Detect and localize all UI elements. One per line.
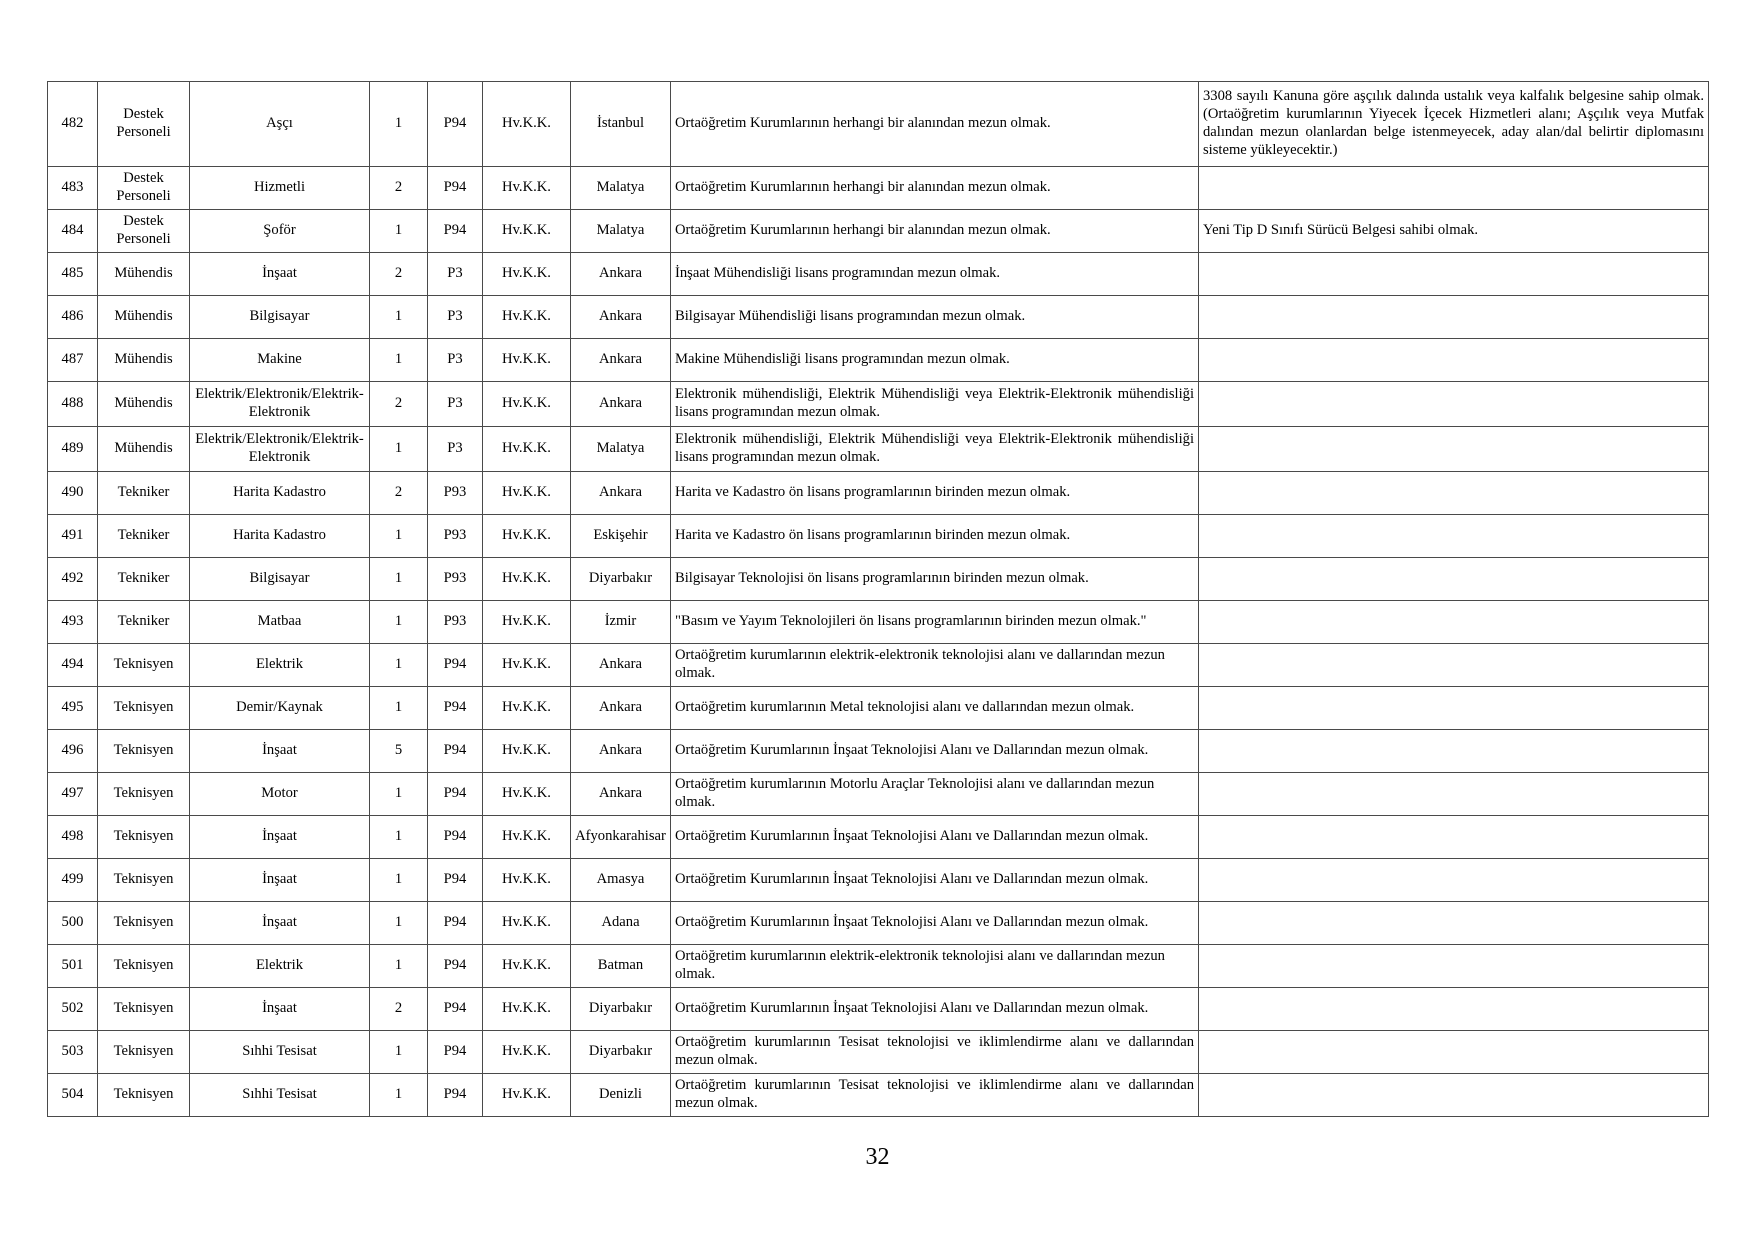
table-row bbox=[48, 687, 1709, 730]
cell-ozel-sart bbox=[1199, 167, 1709, 210]
cell-unvan: Teknisyen bbox=[98, 988, 190, 1031]
cell-sira-no: 502 bbox=[48, 988, 98, 1031]
table-row bbox=[48, 210, 1709, 253]
cell-unvan: Mühendis bbox=[98, 427, 190, 472]
cell-il: Malatya bbox=[571, 167, 671, 210]
cell-il: Ankara bbox=[571, 296, 671, 339]
cell-kpss-puan-turu: P93 bbox=[428, 515, 483, 558]
table-row bbox=[48, 1031, 1709, 1074]
cell-sira-no: 488 bbox=[48, 382, 98, 427]
cell-adet: 1 bbox=[370, 427, 428, 472]
cell-brans: Şoför bbox=[190, 210, 370, 253]
cell-unvan: Tekniker bbox=[98, 558, 190, 601]
table-row bbox=[48, 1074, 1709, 1117]
table-row bbox=[48, 859, 1709, 902]
cell-brans: Sıhhi Tesisat bbox=[190, 1031, 370, 1074]
table-row bbox=[48, 558, 1709, 601]
cell-adet: 2 bbox=[370, 988, 428, 1031]
cell-sira-no: 501 bbox=[48, 945, 98, 988]
table-row bbox=[48, 988, 1709, 1031]
cell-il: Batman bbox=[571, 945, 671, 988]
cell-adet: 2 bbox=[370, 253, 428, 296]
cell-ozel-sart bbox=[1199, 816, 1709, 859]
cell-kuvvet: Hv.K.K. bbox=[483, 253, 571, 296]
cell-aciklama: Ortaöğretim Kurumlarının herhangi bir alanından mezun olmak. bbox=[671, 210, 1199, 253]
cell-kpss-puan-turu: P94 bbox=[428, 859, 483, 902]
cell-aciklama: Ortaöğretim Kurumlarının herhangi bir alanından mezun olmak. bbox=[671, 82, 1199, 167]
cell-il: Ankara bbox=[571, 382, 671, 427]
table-row bbox=[48, 339, 1709, 382]
cell-aciklama: Ortaöğretim Kurumlarının herhangi bir alanından mezun olmak. bbox=[671, 167, 1199, 210]
cell-aciklama: Elektronik mühendisliği, Elektrik Mühendisliği veya Elektrik-Elektronik mühendisliği lisans programından mezun olmak. bbox=[671, 382, 1199, 427]
cell-brans: Motor bbox=[190, 773, 370, 816]
cell-ozel-sart bbox=[1199, 687, 1709, 730]
cell-sira-no: 491 bbox=[48, 515, 98, 558]
cell-kuvvet: Hv.K.K. bbox=[483, 644, 571, 687]
page-number: 32 bbox=[865, 1144, 890, 1170]
cell-aciklama: Ortaöğretim Kurumlarının İnşaat Teknolojisi Alanı ve Dallarından mezun olmak. bbox=[671, 902, 1199, 945]
table-row bbox=[48, 730, 1709, 773]
cell-il: Ankara bbox=[571, 253, 671, 296]
cell-ozel-sart bbox=[1199, 472, 1709, 515]
cell-ozel-sart bbox=[1199, 773, 1709, 816]
table-row bbox=[48, 82, 1709, 167]
cell-brans: Aşçı bbox=[190, 82, 370, 167]
cell-kuvvet: Hv.K.K. bbox=[483, 296, 571, 339]
cell-kuvvet: Hv.K.K. bbox=[483, 1074, 571, 1117]
cell-kpss-puan-turu: P3 bbox=[428, 253, 483, 296]
cell-unvan: Tekniker bbox=[98, 601, 190, 644]
cell-il: Denizli bbox=[571, 1074, 671, 1117]
table-row bbox=[48, 167, 1709, 210]
kadro-table bbox=[47, 81, 1709, 1117]
cell-unvan: Teknisyen bbox=[98, 687, 190, 730]
cell-brans: Harita Kadastro bbox=[190, 515, 370, 558]
cell-brans: Sıhhi Tesisat bbox=[190, 1074, 370, 1117]
cell-ozel-sart bbox=[1199, 253, 1709, 296]
cell-kuvvet: Hv.K.K. bbox=[483, 730, 571, 773]
cell-kpss-puan-turu: P3 bbox=[428, 427, 483, 472]
cell-kuvvet: Hv.K.K. bbox=[483, 427, 571, 472]
cell-aciklama: Ortaöğretim Kurumlarının İnşaat Teknolojisi Alanı ve Dallarından mezun olmak. bbox=[671, 730, 1199, 773]
cell-il: Ankara bbox=[571, 339, 671, 382]
cell-il: Ankara bbox=[571, 644, 671, 687]
cell-sira-no: 486 bbox=[48, 296, 98, 339]
cell-brans: Elektrik/Elektronik/Elektrik-Elektronik bbox=[190, 427, 370, 472]
cell-ozel-sart bbox=[1199, 1074, 1709, 1117]
cell-unvan: Destek Personeli bbox=[98, 82, 190, 167]
cell-ozel-sart bbox=[1199, 945, 1709, 988]
cell-brans: Elektrik bbox=[190, 644, 370, 687]
cell-adet: 1 bbox=[370, 82, 428, 167]
cell-brans: Hizmetli bbox=[190, 167, 370, 210]
table-row bbox=[48, 816, 1709, 859]
cell-sira-no: 503 bbox=[48, 1031, 98, 1074]
cell-kpss-puan-turu: P3 bbox=[428, 382, 483, 427]
cell-unvan: Teknisyen bbox=[98, 1031, 190, 1074]
cell-aciklama: Ortaöğretim Kurumlarının İnşaat Teknolojisi Alanı ve Dallarından mezun olmak. bbox=[671, 988, 1199, 1031]
cell-adet: 2 bbox=[370, 167, 428, 210]
cell-sira-no: 483 bbox=[48, 167, 98, 210]
cell-unvan: Destek Personeli bbox=[98, 167, 190, 210]
cell-il: Malatya bbox=[571, 427, 671, 472]
cell-adet: 1 bbox=[370, 816, 428, 859]
cell-kuvvet: Hv.K.K. bbox=[483, 339, 571, 382]
cell-kuvvet: Hv.K.K. bbox=[483, 167, 571, 210]
cell-ozel-sart bbox=[1199, 988, 1709, 1031]
cell-il: Ankara bbox=[571, 773, 671, 816]
cell-adet: 1 bbox=[370, 644, 428, 687]
table-row bbox=[48, 601, 1709, 644]
cell-adet: 1 bbox=[370, 339, 428, 382]
cell-brans: Makine bbox=[190, 339, 370, 382]
cell-sira-no: 490 bbox=[48, 472, 98, 515]
cell-kpss-puan-turu: P94 bbox=[428, 210, 483, 253]
cell-unvan: Destek Personeli bbox=[98, 210, 190, 253]
cell-ozel-sart bbox=[1199, 427, 1709, 472]
cell-ozel-sart bbox=[1199, 515, 1709, 558]
cell-ozel-sart bbox=[1199, 296, 1709, 339]
cell-sira-no: 489 bbox=[48, 427, 98, 472]
cell-sira-no: 499 bbox=[48, 859, 98, 902]
cell-il: İzmir bbox=[571, 601, 671, 644]
cell-sira-no: 485 bbox=[48, 253, 98, 296]
cell-brans: Elektrik bbox=[190, 945, 370, 988]
cell-unvan: Tekniker bbox=[98, 515, 190, 558]
cell-kpss-puan-turu: P94 bbox=[428, 773, 483, 816]
cell-kuvvet: Hv.K.K. bbox=[483, 210, 571, 253]
table-row bbox=[48, 644, 1709, 687]
table-row bbox=[48, 382, 1709, 427]
cell-kpss-puan-turu: P94 bbox=[428, 730, 483, 773]
cell-kpss-puan-turu: P94 bbox=[428, 644, 483, 687]
cell-brans: İnşaat bbox=[190, 859, 370, 902]
cell-kpss-puan-turu: P94 bbox=[428, 816, 483, 859]
cell-kuvvet: Hv.K.K. bbox=[483, 816, 571, 859]
cell-il: Eskişehir bbox=[571, 515, 671, 558]
cell-ozel-sart bbox=[1199, 601, 1709, 644]
cell-aciklama: Ortaöğretim kurumlarının Metal teknolojisi alanı ve dallarından mezun olmak. bbox=[671, 687, 1199, 730]
cell-kpss-puan-turu: P3 bbox=[428, 296, 483, 339]
cell-unvan: Mühendis bbox=[98, 253, 190, 296]
cell-kpss-puan-turu: P93 bbox=[428, 558, 483, 601]
cell-kuvvet: Hv.K.K. bbox=[483, 382, 571, 427]
table-row bbox=[48, 945, 1709, 988]
table-row bbox=[48, 515, 1709, 558]
cell-adet: 1 bbox=[370, 210, 428, 253]
cell-adet: 1 bbox=[370, 601, 428, 644]
cell-unvan: Teknisyen bbox=[98, 859, 190, 902]
cell-il: Ankara bbox=[571, 472, 671, 515]
kadro-table-container bbox=[47, 81, 1708, 1117]
cell-adet: 1 bbox=[370, 859, 428, 902]
cell-brans: İnşaat bbox=[190, 253, 370, 296]
cell-kuvvet: Hv.K.K. bbox=[483, 558, 571, 601]
cell-kpss-puan-turu: P94 bbox=[428, 1074, 483, 1117]
cell-kpss-puan-turu: P94 bbox=[428, 1031, 483, 1074]
cell-aciklama: Harita ve Kadastro ön lisans programlarının birinden mezun olmak. bbox=[671, 472, 1199, 515]
cell-aciklama: Ortaöğretim Kurumlarının İnşaat Teknolojisi Alanı ve Dallarından mezun olmak. bbox=[671, 859, 1199, 902]
cell-aciklama: Makine Mühendisliği lisans programından mezun olmak. bbox=[671, 339, 1199, 382]
cell-unvan: Tekniker bbox=[98, 472, 190, 515]
cell-kuvvet: Hv.K.K. bbox=[483, 859, 571, 902]
cell-sira-no: 482 bbox=[48, 82, 98, 167]
cell-aciklama: Ortaöğretim kurumlarının Tesisat teknolojisi ve iklimlendirme alanı ve dallarından mezun olmak. bbox=[671, 1031, 1199, 1074]
cell-adet: 1 bbox=[370, 945, 428, 988]
cell-unvan: Teknisyen bbox=[98, 945, 190, 988]
cell-unvan: Teknisyen bbox=[98, 644, 190, 687]
cell-adet: 1 bbox=[370, 773, 428, 816]
cell-adet: 1 bbox=[370, 687, 428, 730]
cell-ozel-sart: Yeni Tip D Sınıfı Sürücü Belgesi sahibi olmak. bbox=[1199, 210, 1709, 253]
cell-kuvvet: Hv.K.K. bbox=[483, 773, 571, 816]
cell-sira-no: 497 bbox=[48, 773, 98, 816]
cell-unvan: Mühendis bbox=[98, 382, 190, 427]
cell-sira-no: 500 bbox=[48, 902, 98, 945]
table-row bbox=[48, 296, 1709, 339]
cell-ozel-sart bbox=[1199, 558, 1709, 601]
cell-ozel-sart: 3308 sayılı Kanuna göre aşçılık dalında ustalık veya kalfalık belgesine sahip olmak. (Ortaöğretim kurumlarının Yiyecek İçecek Hizmetleri alanı; Aşçılık veya Mutfak dalından mezun olanlardan belge istenmeyecek, aday alan/dal belirtir diplomasını sisteme yükleyecektir.) bbox=[1199, 82, 1709, 167]
cell-ozel-sart bbox=[1199, 1031, 1709, 1074]
cell-il: İstanbul bbox=[571, 82, 671, 167]
cell-brans: Bilgisayar bbox=[190, 296, 370, 339]
cell-aciklama: Elektronik mühendisliği, Elektrik Mühendisliği veya Elektrik-Elektronik mühendisliği lisans programından mezun olmak. bbox=[671, 427, 1199, 472]
cell-aciklama: "Basım ve Yayım Teknolojileri ön lisans programlarının birinden mezun olmak." bbox=[671, 601, 1199, 644]
cell-unvan: Teknisyen bbox=[98, 816, 190, 859]
cell-adet: 5 bbox=[370, 730, 428, 773]
cell-kuvvet: Hv.K.K. bbox=[483, 82, 571, 167]
table-row bbox=[48, 902, 1709, 945]
cell-ozel-sart bbox=[1199, 644, 1709, 687]
cell-sira-no: 492 bbox=[48, 558, 98, 601]
table-row bbox=[48, 472, 1709, 515]
cell-il: Amasya bbox=[571, 859, 671, 902]
cell-adet: 1 bbox=[370, 1031, 428, 1074]
table-row bbox=[48, 253, 1709, 296]
cell-ozel-sart bbox=[1199, 382, 1709, 427]
cell-ozel-sart bbox=[1199, 339, 1709, 382]
cell-il: Afyonkarahisar bbox=[571, 816, 671, 859]
cell-aciklama: Bilgisayar Teknolojisi ön lisans programlarının birinden mezun olmak. bbox=[671, 558, 1199, 601]
cell-kuvvet: Hv.K.K. bbox=[483, 902, 571, 945]
cell-kpss-puan-turu: P94 bbox=[428, 167, 483, 210]
cell-kpss-puan-turu: P94 bbox=[428, 687, 483, 730]
cell-unvan: Teknisyen bbox=[98, 730, 190, 773]
cell-kuvvet: Hv.K.K. bbox=[483, 687, 571, 730]
cell-brans: Matbaa bbox=[190, 601, 370, 644]
cell-kpss-puan-turu: P94 bbox=[428, 945, 483, 988]
cell-brans: Demir/Kaynak bbox=[190, 687, 370, 730]
cell-il: Ankara bbox=[571, 730, 671, 773]
cell-kuvvet: Hv.K.K. bbox=[483, 515, 571, 558]
cell-kpss-puan-turu: P94 bbox=[428, 988, 483, 1031]
cell-kpss-puan-turu: P94 bbox=[428, 82, 483, 167]
cell-unvan: Mühendis bbox=[98, 296, 190, 339]
cell-kuvvet: Hv.K.K. bbox=[483, 601, 571, 644]
cell-sira-no: 498 bbox=[48, 816, 98, 859]
cell-kuvvet: Hv.K.K. bbox=[483, 472, 571, 515]
cell-sira-no: 496 bbox=[48, 730, 98, 773]
cell-aciklama: Ortaöğretim kurumlarının elektrik-elektronik teknolojisi alanı ve dallarından mezun olmak. bbox=[671, 945, 1199, 988]
cell-kuvvet: Hv.K.K. bbox=[483, 1031, 571, 1074]
cell-aciklama: İnşaat Mühendisliği lisans programından mezun olmak. bbox=[671, 253, 1199, 296]
cell-unvan: Mühendis bbox=[98, 339, 190, 382]
cell-kpss-puan-turu: P93 bbox=[428, 472, 483, 515]
cell-brans: Bilgisayar bbox=[190, 558, 370, 601]
cell-kpss-puan-turu: P94 bbox=[428, 902, 483, 945]
cell-adet: 1 bbox=[370, 1074, 428, 1117]
cell-il: Adana bbox=[571, 902, 671, 945]
table-row bbox=[48, 427, 1709, 472]
cell-sira-no: 494 bbox=[48, 644, 98, 687]
cell-aciklama: Ortaöğretim kurumlarının elektrik-elektronik teknolojisi alanı ve dallarından mezun olmak. bbox=[671, 644, 1199, 687]
cell-adet: 2 bbox=[370, 382, 428, 427]
cell-sira-no: 493 bbox=[48, 601, 98, 644]
cell-unvan: Teknisyen bbox=[98, 1074, 190, 1117]
cell-ozel-sart bbox=[1199, 859, 1709, 902]
cell-unvan: Teknisyen bbox=[98, 773, 190, 816]
cell-adet: 1 bbox=[370, 296, 428, 339]
cell-brans: İnşaat bbox=[190, 730, 370, 773]
cell-kuvvet: Hv.K.K. bbox=[483, 988, 571, 1031]
cell-il: Diyarbakır bbox=[571, 988, 671, 1031]
kadro-table-body bbox=[48, 82, 1709, 1117]
cell-brans: İnşaat bbox=[190, 816, 370, 859]
cell-aciklama: Ortaöğretim kurumlarının Tesisat teknolojisi ve iklimlendirme alanı ve dallarından mezun olmak. bbox=[671, 1074, 1199, 1117]
cell-adet: 1 bbox=[370, 558, 428, 601]
cell-il: Malatya bbox=[571, 210, 671, 253]
cell-sira-no: 504 bbox=[48, 1074, 98, 1117]
cell-brans: Elektrik/Elektronik/Elektrik-Elektronik bbox=[190, 382, 370, 427]
cell-aciklama: Harita ve Kadastro ön lisans programlarının birinden mezun olmak. bbox=[671, 515, 1199, 558]
cell-il: Diyarbakır bbox=[571, 1031, 671, 1074]
cell-kpss-puan-turu: P93 bbox=[428, 601, 483, 644]
cell-aciklama: Bilgisayar Mühendisliği lisans programından mezun olmak. bbox=[671, 296, 1199, 339]
table-row bbox=[48, 773, 1709, 816]
cell-ozel-sart bbox=[1199, 902, 1709, 945]
cell-aciklama: Ortaöğretim Kurumlarının İnşaat Teknolojisi Alanı ve Dallarından mezun olmak. bbox=[671, 816, 1199, 859]
cell-brans: Harita Kadastro bbox=[190, 472, 370, 515]
cell-adet: 1 bbox=[370, 902, 428, 945]
cell-kuvvet: Hv.K.K. bbox=[483, 945, 571, 988]
cell-aciklama: Ortaöğretim kurumlarının Motorlu Araçlar Teknolojisi alanı ve dallarından mezun olmak. bbox=[671, 773, 1199, 816]
cell-brans: İnşaat bbox=[190, 902, 370, 945]
cell-il: Diyarbakır bbox=[571, 558, 671, 601]
cell-brans: İnşaat bbox=[190, 988, 370, 1031]
cell-sira-no: 495 bbox=[48, 687, 98, 730]
cell-adet: 2 bbox=[370, 472, 428, 515]
cell-unvan: Teknisyen bbox=[98, 902, 190, 945]
cell-sira-no: 487 bbox=[48, 339, 98, 382]
cell-il: Ankara bbox=[571, 687, 671, 730]
cell-ozel-sart bbox=[1199, 730, 1709, 773]
cell-kpss-puan-turu: P3 bbox=[428, 339, 483, 382]
cell-adet: 1 bbox=[370, 515, 428, 558]
cell-sira-no: 484 bbox=[48, 210, 98, 253]
